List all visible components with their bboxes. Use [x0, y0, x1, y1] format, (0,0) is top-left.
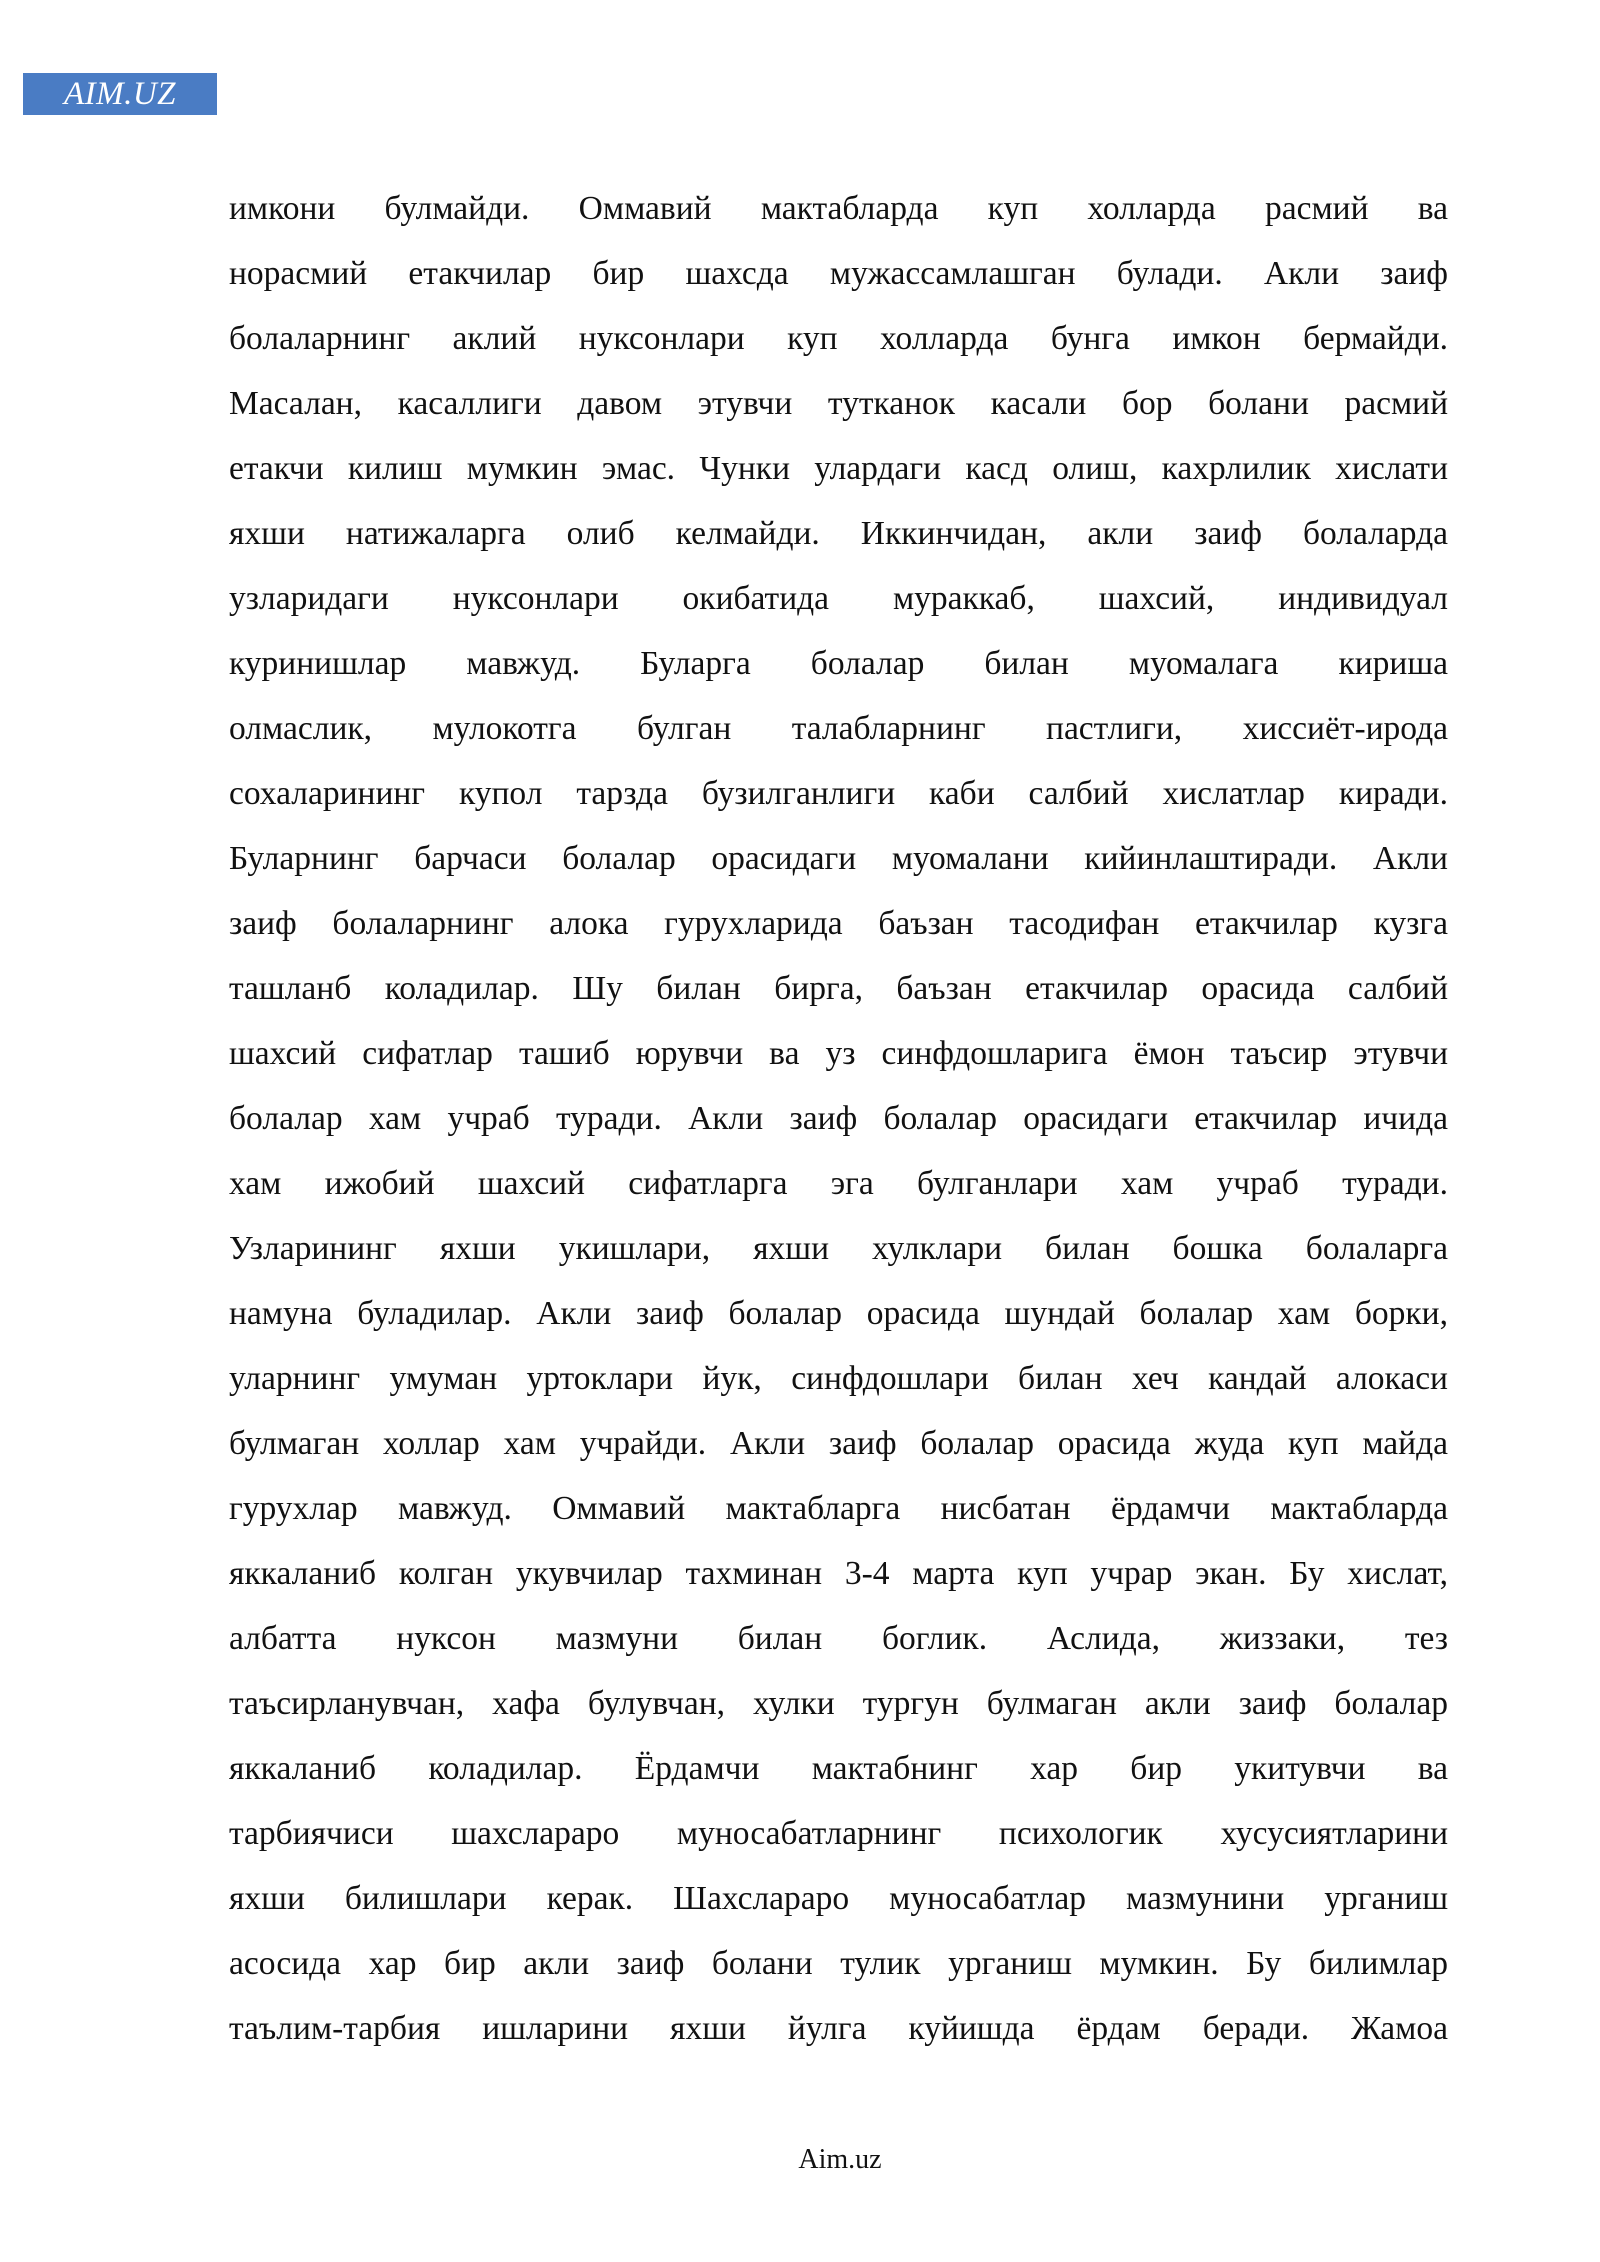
text-line: яхши билишлари керак. Шахслараро муносабатлар мазмунини урганиш [229, 1880, 1448, 1917]
text-line: ташланб коладилар. Шу билан бирга, баъзан етакчилар орасида салбий [229, 970, 1448, 1007]
text-line: уларнинг умуман уртоклари йук, синфдошлари билан хеч кандай алокаси [229, 1360, 1448, 1397]
document-body [229, 176, 1448, 2061]
text-line: таълим-тарбия ишларини яхши йулга куйишда ёрдам беради. Жамоа [229, 2010, 1448, 2047]
text-line: олмаслик, мулокотга булган талабларнинг пастлиги, хиссиёт-ирода [229, 710, 1448, 747]
text-line: куринишлар мавжуд. Буларга болалар билан муомалага кириша [229, 645, 1448, 682]
text-line: болалар хам учраб туради. Акли заиф болалар орасидаги етакчилар ичида [229, 1100, 1448, 1137]
text-line: сохаларининг купол тарзда бузилганлиги каби салбий хислатлар киради. [229, 775, 1448, 812]
text-line: имкони булмайди. Оммавий мактабларда куп холларда расмий ва [229, 190, 1448, 227]
text-line: етакчи килиш мумкин эмас. Чунки улардаги касд олиш, кахрлилик хислати [229, 450, 1448, 487]
text-line: тарбиячиси шахсларaро муносабатларнинг психологик хусусиятларини [229, 1815, 1448, 1852]
text-line: яккаланиб коладилар. Ёрдамчи мактабнинг хар бир укитувчи ва [229, 1750, 1448, 1787]
text-line: норасмий етакчилар бир шахсда мужассамлашган булади. Акли заиф [229, 255, 1448, 292]
text-line: яккаланиб колган укувчилар тахминан 3-4 марта куп учрар экан. Бу хислат, [229, 1555, 1448, 1592]
text-line: узларидаги нуксонлари окибатида мураккаб, шахсий, индивидуал [229, 580, 1448, 617]
text-line: намуна буладилар. Акли заиф болалар орасида шундай болалар хам борки, [229, 1295, 1448, 1332]
text-line: заиф болаларнинг алока гурухларида баъзан тасодифан етакчилар кузга [229, 905, 1448, 942]
text-line: Масалан, касаллиги давом этувчи тутканок касали бор болани расмий [229, 385, 1448, 422]
text-line: албатта нуксон мазмуни билан боглик. Аслида, жиззаки, тез [229, 1620, 1448, 1657]
text-line: яхши натижаларга олиб келмайди. Иккинчидан, акли заиф болаларда [229, 515, 1448, 552]
text-line: асосида хар бир акли заиф болани тулик урганиш мумкин. Бу билимлар [229, 1945, 1448, 1982]
text-line: хам ижобий шахсий сифатларга эга булганлари хам учраб туради. [229, 1165, 1448, 1202]
text-line: булмаган холлар хам учрайди. Акли заиф болалар орасида жуда куп майда [229, 1425, 1448, 1462]
text-line: таъсирланувчан, хафа булувчан, хулки тургун булмаган акли заиф болалар [229, 1685, 1448, 1722]
text-line: шахсий сифатлар ташиб юрувчи ва уз синфдошларига ёмон таъсир этувчи [229, 1035, 1448, 1072]
text-line: гурухлар мавжуд. Оммавий мактабларга нисбатан ёрдамчи мактабларда [229, 1490, 1448, 1527]
text-line: Буларнинг барчаси болалар орасидаги муомалани кийинлаштиради. Акли [229, 840, 1448, 877]
text-line: болаларнинг аклий нуксонлари куп холларда бунга имкон бермайди. [229, 320, 1448, 357]
text-line: Узларининг яхши укишлари, яхши хулклари билан бошка болаларга [229, 1230, 1448, 1267]
site-logo: AIM.UZ [23, 73, 217, 115]
page-footer: Aim.uz [798, 2144, 882, 2175]
